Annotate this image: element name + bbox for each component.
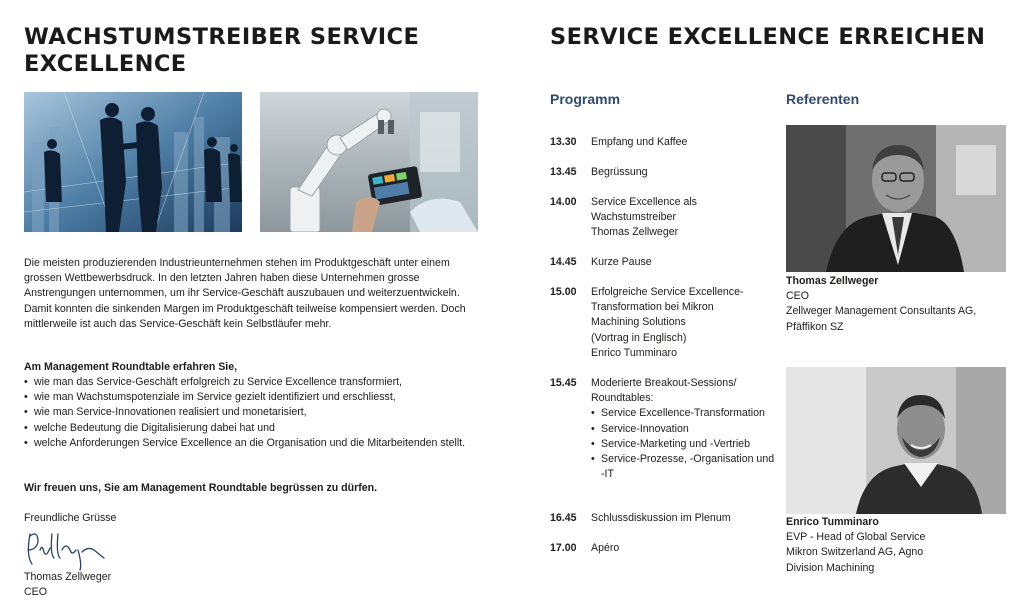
speaker-role: EVP - Head of Global Service [786, 531, 926, 544]
program-text: Erfolgreiche Service Excellence- [591, 286, 744, 298]
program-text: Moderierte Breakout-Sessions/ [591, 377, 737, 389]
signer-title: CEO [24, 586, 47, 598]
program-text: Transformation bei Mikron [591, 301, 714, 314]
program-time: 14.00 [550, 196, 577, 208]
program-time: 17.00 [550, 542, 577, 554]
speaker-photo-tumminaro [786, 367, 1006, 514]
closing-sentence: Wir freuen uns, Sie am Management Roundtable begrüssen zu dürfen. [24, 482, 378, 494]
speaker-location: Pfäffikon SZ [786, 320, 844, 333]
program-speaker: Thomas Zellweger [591, 226, 679, 239]
program-time: 13.30 [550, 136, 577, 148]
business-handshake-photo [24, 92, 242, 232]
speaker-company: Zellweger Management Consultants AG, [786, 305, 977, 318]
program-text: Schlussdiskussion im Plenum [591, 512, 731, 524]
list-item: • Service-Innovation [591, 422, 776, 437]
list-item: • welche Anforderungen Service Excellence an die Organisation und die Mitarbeitenden stellt. [24, 436, 484, 451]
program-text: Empfang und Kaffee [591, 136, 688, 148]
program-speaker: Enrico Tumminaro [591, 346, 677, 359]
list-item: • welche Bedeutung die Digitalisierung dabei hat und [24, 421, 484, 436]
speaker-name: Thomas Zellweger [786, 275, 879, 287]
list-item: • Service Excellence-Transformation [591, 406, 776, 421]
speaker-photo-zellweger [786, 125, 1006, 272]
program-time: 15.45 [550, 377, 577, 389]
program-text: Apéro [591, 542, 620, 554]
speaker-info [786, 515, 1016, 576]
speaker-role: CEO [786, 290, 809, 303]
learn-heading: Am Management Roundtable erfahren Sie, [24, 361, 238, 373]
signature [24, 528, 114, 572]
program-text: Wachstumstreiber [591, 211, 676, 224]
robot-arm-tablet-photo [260, 92, 478, 232]
program-heading: Programm [550, 91, 621, 107]
program-text: (Vortrag in Englisch) [591, 331, 687, 344]
program-time: 13.45 [550, 166, 577, 178]
breakout-list [591, 406, 776, 482]
greeting: Freundliche Grüsse [24, 512, 117, 524]
speaker-company: Mikron Switzerland AG, Agno [786, 546, 924, 559]
speakers-heading: Referenten [786, 91, 860, 107]
speaker-division: Division Machining [786, 561, 875, 574]
right-page-title: SERVICE EXCELLENCE ERREICHEN [550, 24, 986, 50]
program-time: 16.45 [550, 512, 577, 524]
program-text: Machining Solutions [591, 316, 686, 329]
speaker-info [786, 274, 1016, 335]
speaker-name: Enrico Tumminaro [786, 516, 879, 528]
program-text: Service Excellence als [591, 196, 697, 208]
program-text: Roundtables: [591, 392, 654, 405]
intro-paragraph: Die meisten produzierenden Industrieunternehmen stehen im Produktgeschäft unter einem grossen Wettbewerbsdruck. In den letzten Jahren haben diese Unternehmen grosse Anstrengungen unternommen, um ihr Service-Geschäft auszubauen und weiterzuentwickeln. Damit konnten die sinkenden Margen im Produktgeschäft teilweise kompensiert werden. Doch mittlerweile ist auch das Service-Geschäft kein Selbstläufer mehr. [24, 257, 466, 330]
program-text: Begrüssung [591, 166, 648, 178]
list-item: • wie man das Service-Geschäft erfolgreich zu Service Excellence transformiert, [24, 375, 484, 390]
left-page-title: WACHSTUMSTREIBER SERVICE EXCELLENCE [24, 24, 420, 77]
signer-name: Thomas Zellweger [24, 571, 112, 583]
learn-list [24, 375, 484, 451]
list-item: • Service-Marketing und -Vertrieb [591, 437, 776, 452]
list-item: • wie man Service-Innovationen realisiert und monetarisiert, [24, 405, 484, 420]
list-item: • Service-Prozesse, -Organisation und -IT [591, 452, 776, 482]
program-text: Kurze Pause [591, 256, 652, 268]
program-time: 14.45 [550, 256, 577, 268]
program-time: 15.00 [550, 286, 577, 298]
list-item: • wie man Wachstumspotenziale im Service gezielt identifiziert und erschliesst, [24, 390, 484, 405]
